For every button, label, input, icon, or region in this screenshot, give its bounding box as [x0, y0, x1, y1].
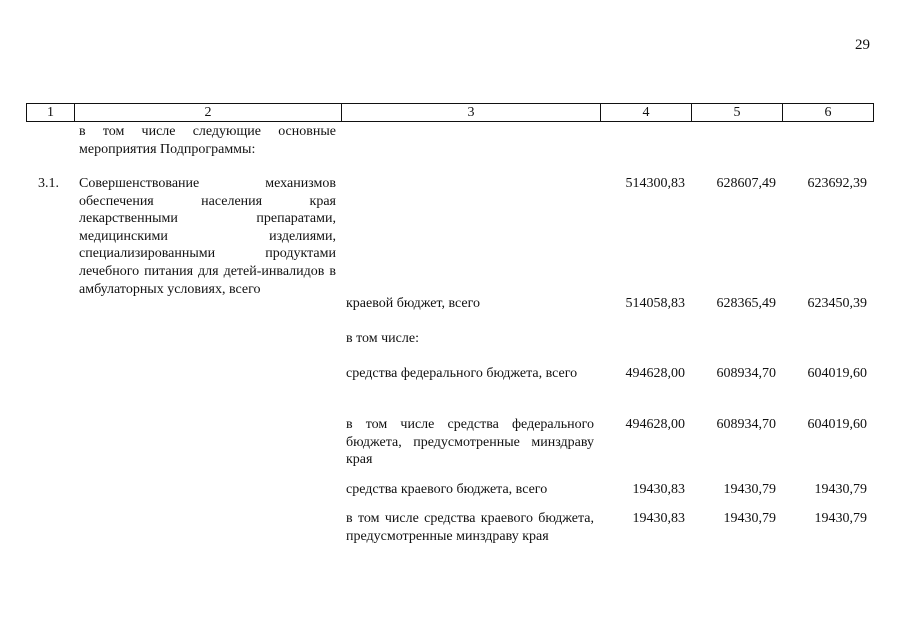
item-title: Совершенствование механизмов обеспечения населения края лекарственными препаратами, медицинскими изделиями, специализированными продуктами лечебного питания для детей-инвалидов в амбулаторных условиях, всего [79, 176, 336, 297]
item-value-col5: 628607,49 [716, 176, 776, 191]
row-value-col6: 604019,60 [807, 417, 867, 432]
row-label: в том числе: [346, 331, 419, 346]
row-value-col5: 608934,70 [716, 366, 776, 381]
column-header-row [26, 103, 874, 122]
row-value-col4: 514058,83 [625, 296, 685, 311]
item-value-col4: 514300,83 [625, 176, 685, 191]
row-value-col5: 19430,79 [723, 511, 776, 526]
column-header-1: 1 [27, 104, 75, 122]
row-value-col5: 628365,49 [716, 296, 776, 311]
row-value-col5: 19430,79 [723, 482, 776, 497]
row-value-col4: 19430,83 [632, 482, 685, 497]
column-header-4: 4 [601, 104, 692, 122]
column-header-2: 2 [75, 104, 342, 122]
row-value-col5: 608934,70 [716, 417, 776, 432]
row-value-col4: 494628,00 [625, 417, 685, 432]
row-value-col6: 19430,79 [814, 482, 867, 497]
item-number: 3.1. [38, 176, 59, 191]
row-value-col6: 19430,79 [814, 511, 867, 526]
row-label: краевой бюджет, всего [346, 296, 481, 311]
row-label: средства краевого бюджета, всего [346, 482, 548, 497]
row-value-col6: 604019,60 [807, 366, 867, 381]
row-label: в том числе средства федерального бюджета, предусмотренные минздраву края [346, 417, 594, 468]
row-value-col4: 19430,83 [632, 511, 685, 526]
column-header-5: 5 [692, 104, 783, 122]
page-number: 29 [855, 37, 870, 53]
row-value-col6: 623450,39 [807, 296, 867, 311]
row-label: в том числе средства краевого бюджета, предусмотренные минздраву края [346, 511, 594, 544]
item-value-col6: 623692,39 [807, 176, 867, 191]
row-label: средства федерального бюджета, всего [346, 366, 578, 381]
intro-text: в том числе следующие основные мероприятия Подпрограммы: [79, 124, 336, 157]
row-value-col4: 494628,00 [625, 366, 685, 381]
column-header-6: 6 [783, 104, 874, 122]
column-header-3: 3 [342, 104, 601, 122]
